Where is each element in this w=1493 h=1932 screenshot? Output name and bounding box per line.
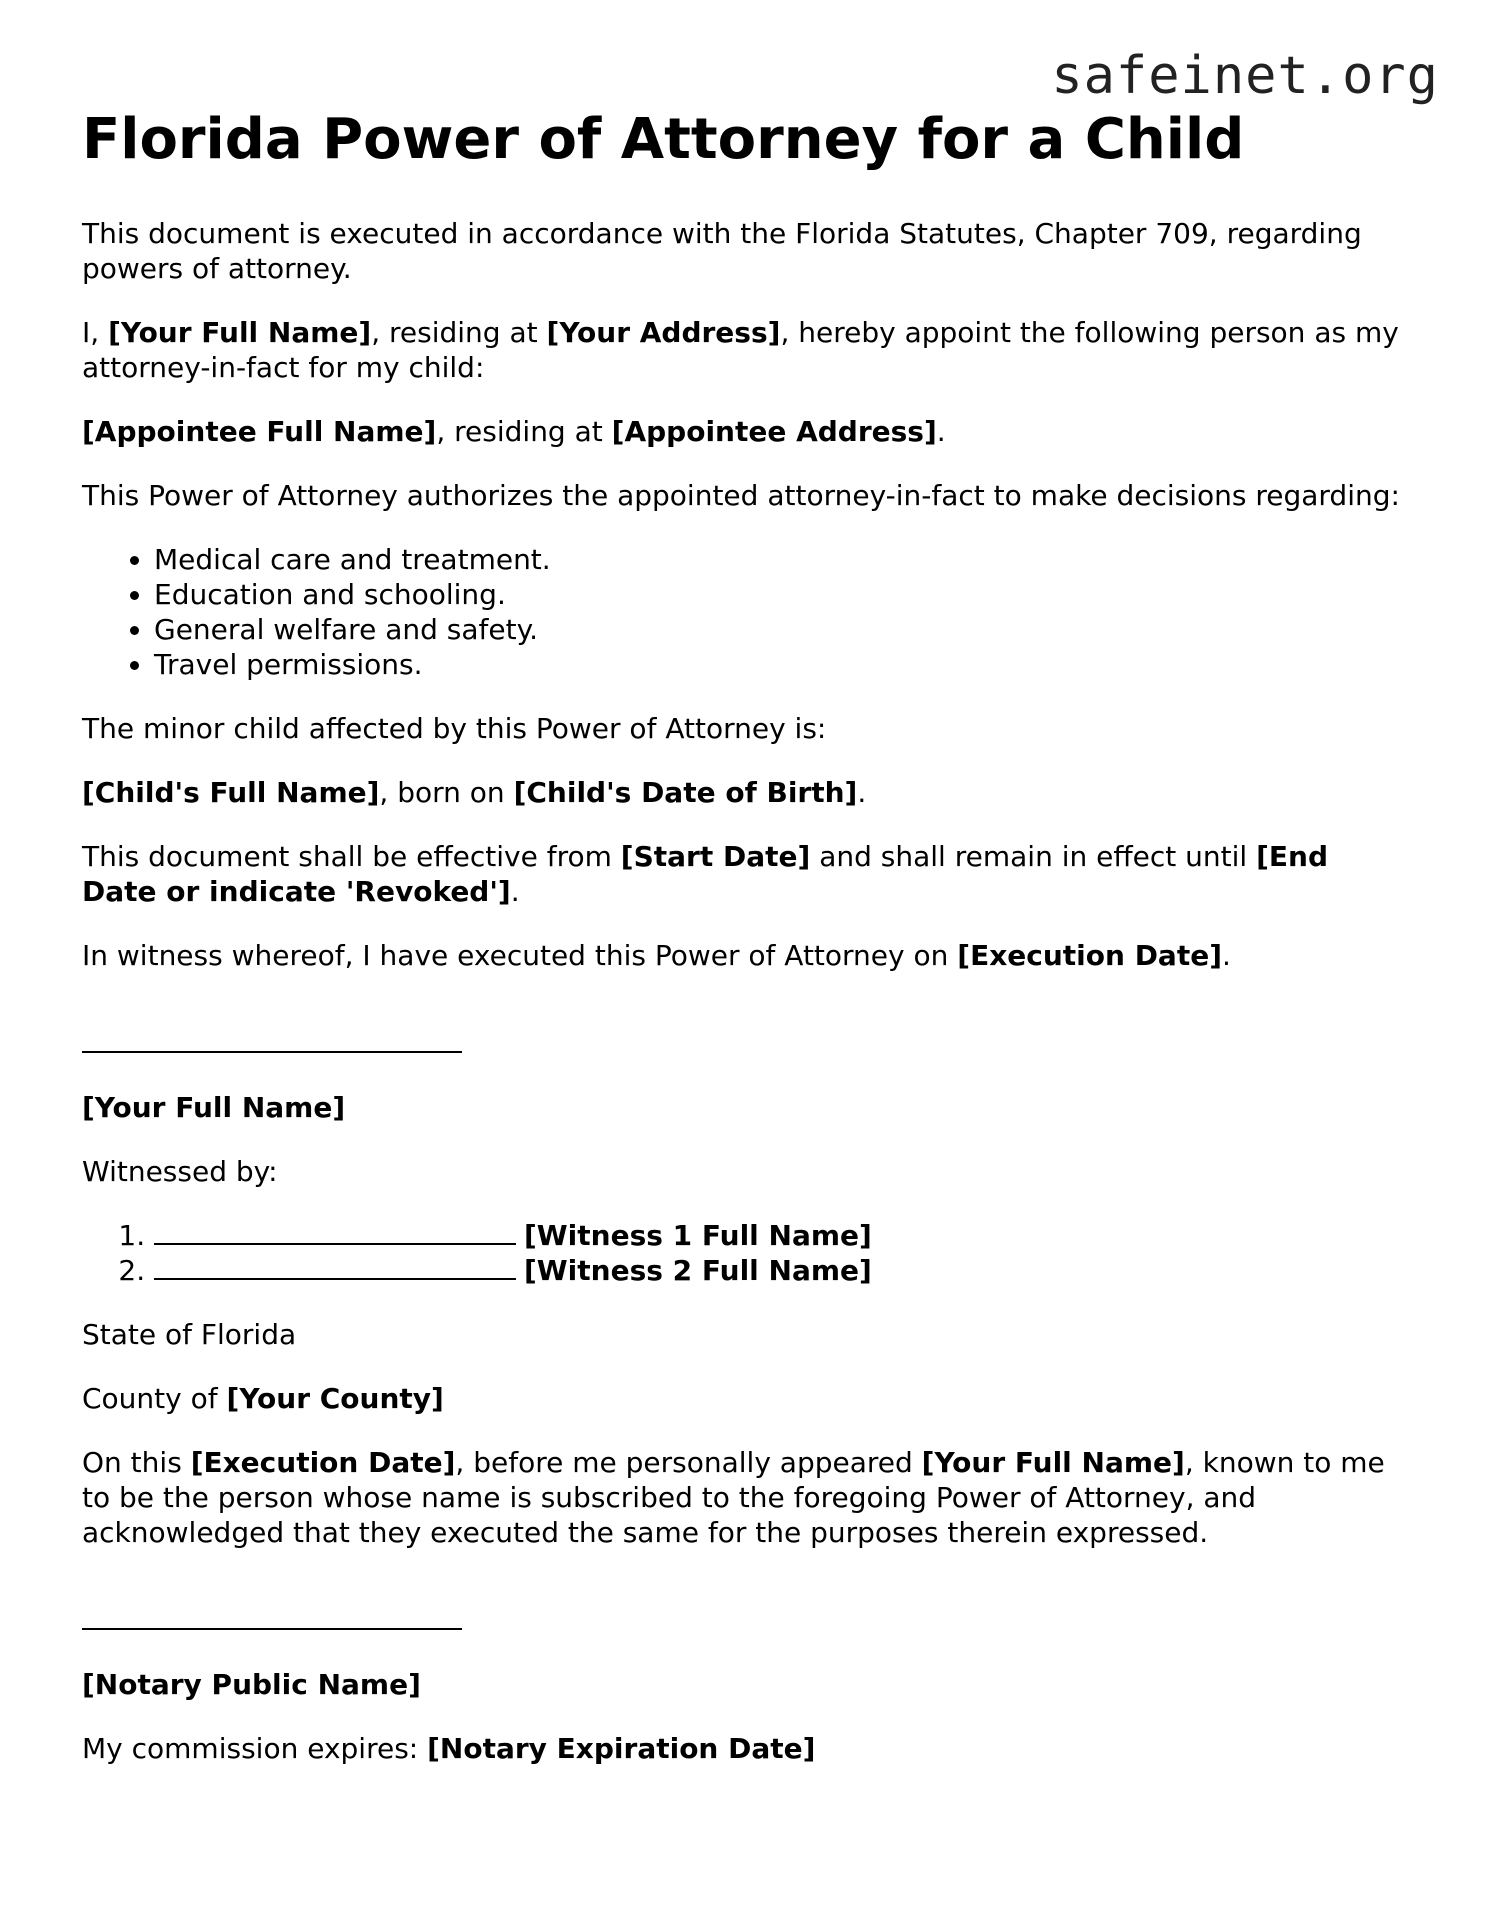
appointment-paragraph (82, 315, 1412, 385)
watermark: safeinet.org (1051, 46, 1439, 106)
end-date-placeholder: [End Date or indicate 'Revoked'] (82, 840, 1328, 908)
notary-mid: , before me personally appeared (455, 1446, 922, 1479)
commission-date-placeholder: [Notary Expiration Date] (427, 1732, 816, 1765)
effective-paragraph (82, 839, 1412, 909)
notary-signature-line (82, 1608, 462, 1630)
signer-name (82, 1090, 1412, 1125)
list-item: • General welfare and safety. (154, 612, 1412, 647)
witness-clause-paragraph (82, 938, 1412, 973)
notary-signer-name-placeholder: [Your Full Name] (921, 1446, 1185, 1479)
notary-signature-line-row (82, 1603, 1412, 1638)
notary-suffix: , known to me to be the person whose name is subscribed to the foregoing Power of Attorney, and acknowledged that they executed the same for the purposes therein expressed. (82, 1446, 1385, 1549)
your-name-placeholder: [Your Full Name] (108, 316, 372, 349)
child-dob-placeholder: [Child's Date of Birth] (513, 776, 858, 809)
list-item: • Travel permissions. (154, 647, 1412, 682)
intro-paragraph: This document is executed in accordance with the Florida Statutes, Chapter 709, regarding powers of attorney. (82, 217, 1362, 285)
signature-line-row (82, 1026, 1412, 1061)
list-item: • Education and schooling. (154, 577, 1412, 612)
county-line (82, 1381, 1412, 1416)
witness-signature-line (154, 1258, 516, 1280)
powers-list (82, 542, 1412, 682)
signer-name-placeholder: [Your Full Name] (82, 1091, 346, 1124)
appointee-paragraph (82, 414, 1412, 449)
commission-prefix: My commission expires: (82, 1732, 428, 1765)
effective-end: . (510, 875, 520, 908)
signature-line (82, 1031, 462, 1053)
witness-name-placeholder: [Witness 2 Full Name] (524, 1254, 872, 1287)
child-end: . (857, 776, 867, 809)
appointment-mid: , residing at (371, 316, 547, 349)
page-title: Florida Power of Attorney for a Child (82, 107, 1245, 172)
witness-list (82, 1218, 1412, 1288)
appointee-address-placeholder: [Appointee Address] (611, 415, 937, 448)
notary-name-placeholder: [Notary Public Name] (82, 1668, 421, 1701)
witnessed-by-label: Witnessed by: (82, 1155, 278, 1188)
notary-prefix: On this (82, 1446, 191, 1479)
child-name-placeholder: [Child's Full Name] (82, 776, 380, 809)
notary-statement-paragraph (82, 1445, 1412, 1550)
appointment-prefix: I, (82, 316, 109, 349)
execution-date-placeholder: [Execution Date] (957, 939, 1222, 972)
witness-clause-end: . (1222, 939, 1231, 972)
document-body (82, 104, 1412, 1766)
list-item (154, 1253, 1412, 1288)
county-placeholder: [Your County] (226, 1382, 444, 1415)
county-prefix: County of (82, 1382, 227, 1415)
appointment-suffix: , hereby appoint the following person as my attorney-in-fact for my child: (82, 316, 1399, 384)
witness-clause-prefix: In witness whereof, I have executed this Power of Attorney on (82, 939, 958, 972)
child-intro-paragraph: The minor child affected by this Power of Attorney is: (82, 712, 827, 745)
effective-mid: and shall remain in effect until (810, 840, 1257, 873)
child-mid: , born on (379, 776, 514, 809)
effective-prefix: This document shall be effective from (82, 840, 621, 873)
witness-name-placeholder: [Witness 1 Full Name] (524, 1219, 872, 1252)
appointee-mid: , residing at (436, 415, 612, 448)
state-line: State of Florida (82, 1318, 297, 1351)
list-item (154, 1218, 1412, 1253)
appointee-name-placeholder: [Appointee Full Name] (82, 415, 437, 448)
appointee-end: . (936, 415, 946, 448)
child-paragraph (82, 775, 1412, 810)
witness-signature-line (154, 1223, 516, 1245)
notary-name (82, 1667, 1412, 1702)
notary-execution-date-placeholder: [Execution Date] (190, 1446, 456, 1479)
your-address-placeholder: [Your Address] (546, 316, 781, 349)
authorization-paragraph: This Power of Attorney authorizes the appointed attorney-in-fact to make decisions regarding: (82, 479, 1400, 512)
start-date-placeholder: [Start Date] (620, 840, 811, 873)
list-item: • Medical care and treatment. (154, 542, 1412, 577)
commission-line (82, 1731, 1412, 1766)
